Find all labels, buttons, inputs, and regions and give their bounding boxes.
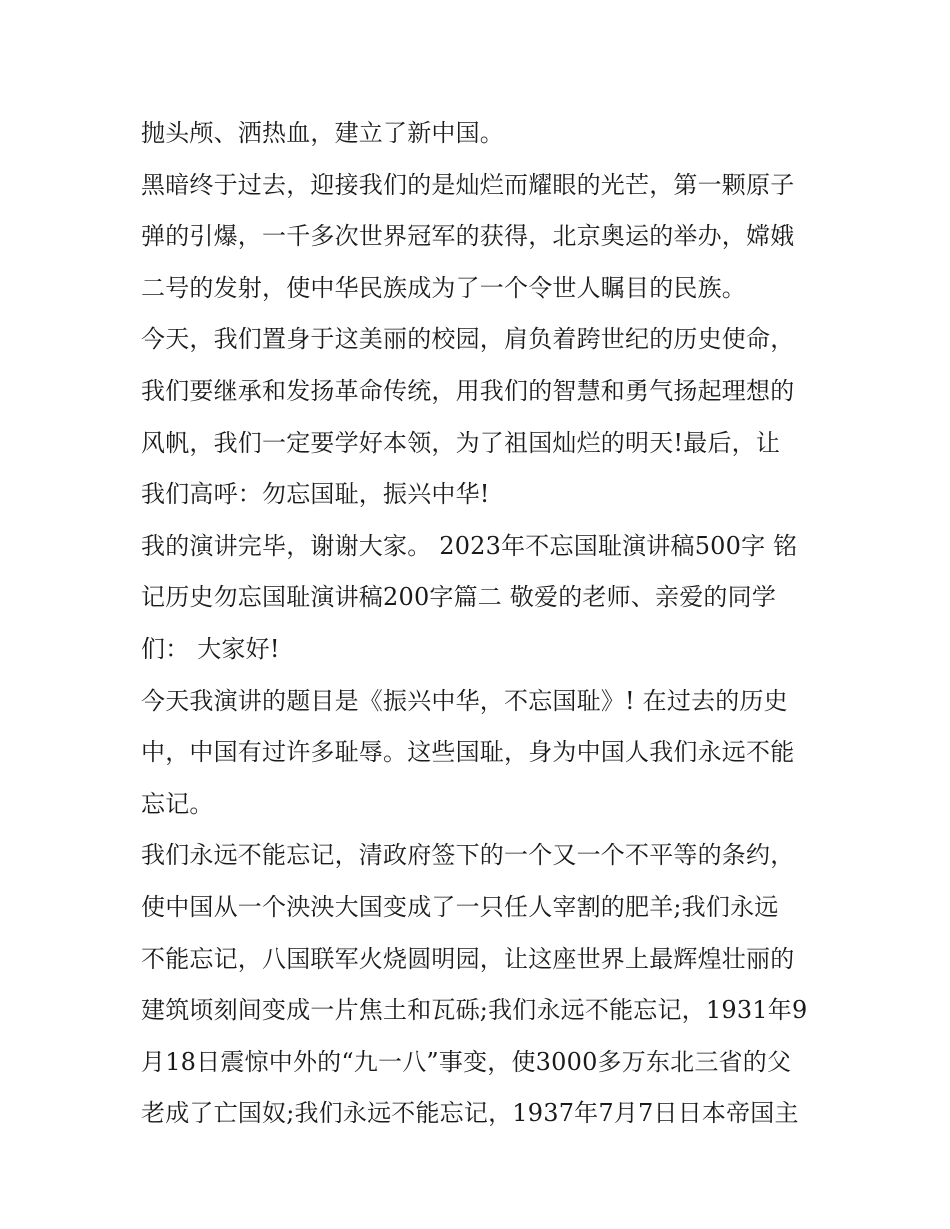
text-line: 建筑顷刻间变成一片焦土和瓦砾;我们永远不能忘记，1931年9 [141,996,808,1025]
text-line: 我的演讲完毕，谢谢大家。 2023年不忘国耻演讲稿500字 铭 [141,531,798,560]
text-line: 不能忘记，八国联军火烧圆明园，让这座世界上最辉煌壮丽的 [141,944,795,973]
text-line: 记历史勿忘国耻演讲稿200字篇二 敬爱的老师、亲爱的同学 [141,583,777,612]
document-body [141,108,821,1140]
text-line: 弹的引爆，一千多次世界冠军的获得，北京奥运的举办，嫦娥 [141,222,795,251]
text-line: 我们高呼：勿忘国耻，振兴中华! [141,480,490,509]
text-line: 二号的发射，使中华民族成为了一个令世人瞩目的民族。 [141,273,746,302]
text-line: 抛头颅、洒热血，建立了新中国。 [141,119,504,147]
text-line: 我们要继承和发扬革命传统，用我们的智慧和勇气扬起理想的 [141,376,795,405]
text-line: 我们永远不能忘记，清政府签下的一个又一个不平等的条约， [141,841,795,870]
text-line: 老成了亡国奴;我们永远不能忘记，1937年7月7日日本帝国主 [141,1099,799,1128]
text-line: 忘记。 [141,789,214,818]
text-line: 月18日震惊中外的“九一八”事变，使3000多万东北三省的父 [141,1047,792,1076]
text-line: 风帆，我们一定要学好本领，为了祖国灿烂的明天!最后，让 [141,428,781,457]
text-line: 中，中国有过许多耻辱。这些国耻，身为中国人我们永远不能 [141,738,795,767]
text-line: 们： 大家好! [141,634,280,663]
text-line: 使中国从一个泱泱大国变成了一只任人宰割的肥羊;我们永远 [141,892,779,921]
text-line: 今天，我们置身于这美丽的校园，肩负着跨世纪的历史使命， [141,325,795,354]
text-line: 黑暗终于过去，迎接我们的是灿烂而耀眼的光芒，第一颗原子 [141,170,795,199]
text-line: 今天我演讲的题目是《振兴中华，不忘国耻》! 在过去的历史 [141,686,788,715]
